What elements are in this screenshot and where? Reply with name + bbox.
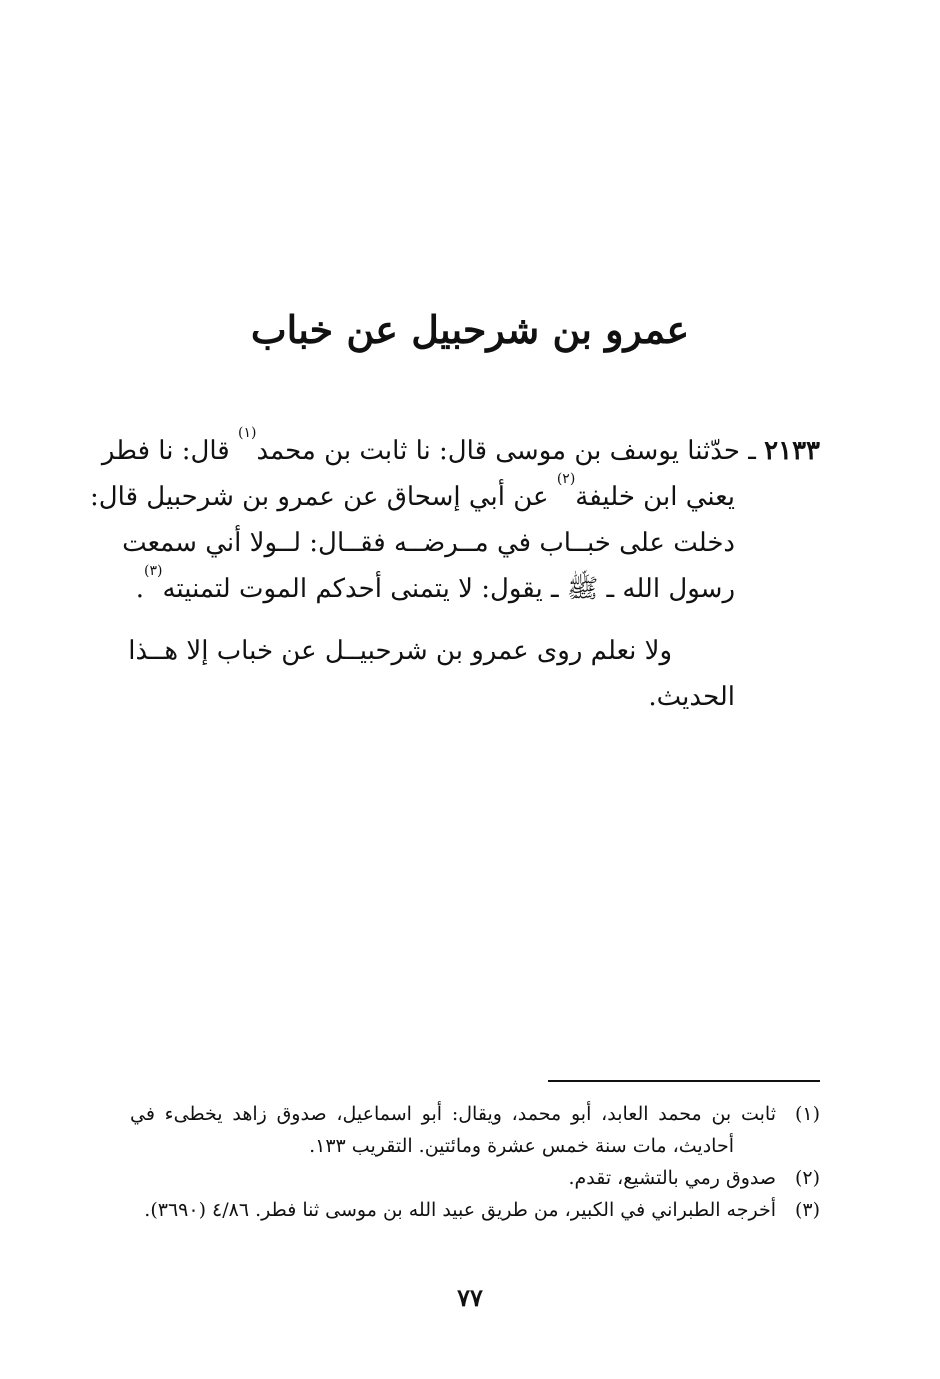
hadith-number: ٢١٣٣ bbox=[764, 436, 820, 466]
remark-line-1: ولا نعلم روى عمرو بن شرحبيــل عن خباب إلا هــذا bbox=[128, 636, 672, 666]
remark-line-2: الحديث. bbox=[648, 682, 735, 712]
hadith-text bbox=[90, 425, 820, 612]
footnote-ref-2: (٢) bbox=[556, 471, 576, 487]
section-title: عمرو بن شرحبيل عن خباب bbox=[250, 307, 690, 352]
hadith-line-2: يعني ابن خليفة$^{(٢)}$ عن أبي إسحاق عن عمرو بن شرحبيل قال: bbox=[90, 471, 735, 512]
footnotes bbox=[130, 1098, 820, 1226]
footnote-2: (٢)صدوق رمي بالتشيع، تقدم. bbox=[130, 1162, 820, 1194]
footnote-divider bbox=[548, 1080, 820, 1082]
footnote-2-number: (٢) bbox=[794, 1167, 820, 1189]
page-number: ٧٧ bbox=[457, 1283, 483, 1312]
footnote-3: (٣)أخرجه الطبراني في الكبير، من طريق عبيد الله بن موسى ثنا فطر. ٤/٨٦ (٣٦٩٠). bbox=[130, 1194, 820, 1226]
footnote-1-number: (١) bbox=[794, 1103, 820, 1125]
footnote-1-continuation: أحاديث، مات سنة خمس عشرة ومائتين. التقريب ١٣٣. bbox=[309, 1135, 734, 1157]
footnote-ref-3: (٣) bbox=[143, 563, 163, 579]
footnote-1: (١)ثابت بن محمد العابد، أبو محمد، ويقال: أبو اسماعيل، صدوق زاهد يخطىء في bbox=[130, 1098, 820, 1130]
footnote-3-number: (٣) bbox=[794, 1199, 820, 1221]
hadith-line-4: رسول الله ـ ﷺ ـ يقول: لا يتمنى أحدكم الموت لتمنيته$^{(٣)}$. bbox=[135, 563, 735, 604]
footnote-ref-1: (١) bbox=[237, 425, 257, 441]
hadith-line-3: دخلت على خبــاب في مــرضــه فقــال: لــولا أني سمعت bbox=[122, 528, 735, 558]
narrator-remark bbox=[130, 628, 820, 720]
hadith-line-1: ٢١٣٣ ـ حدّثنا يوسف بن موسى قال: نا ثابت بن محمد$^{(١)}$ قال: نا فطر bbox=[101, 425, 820, 466]
